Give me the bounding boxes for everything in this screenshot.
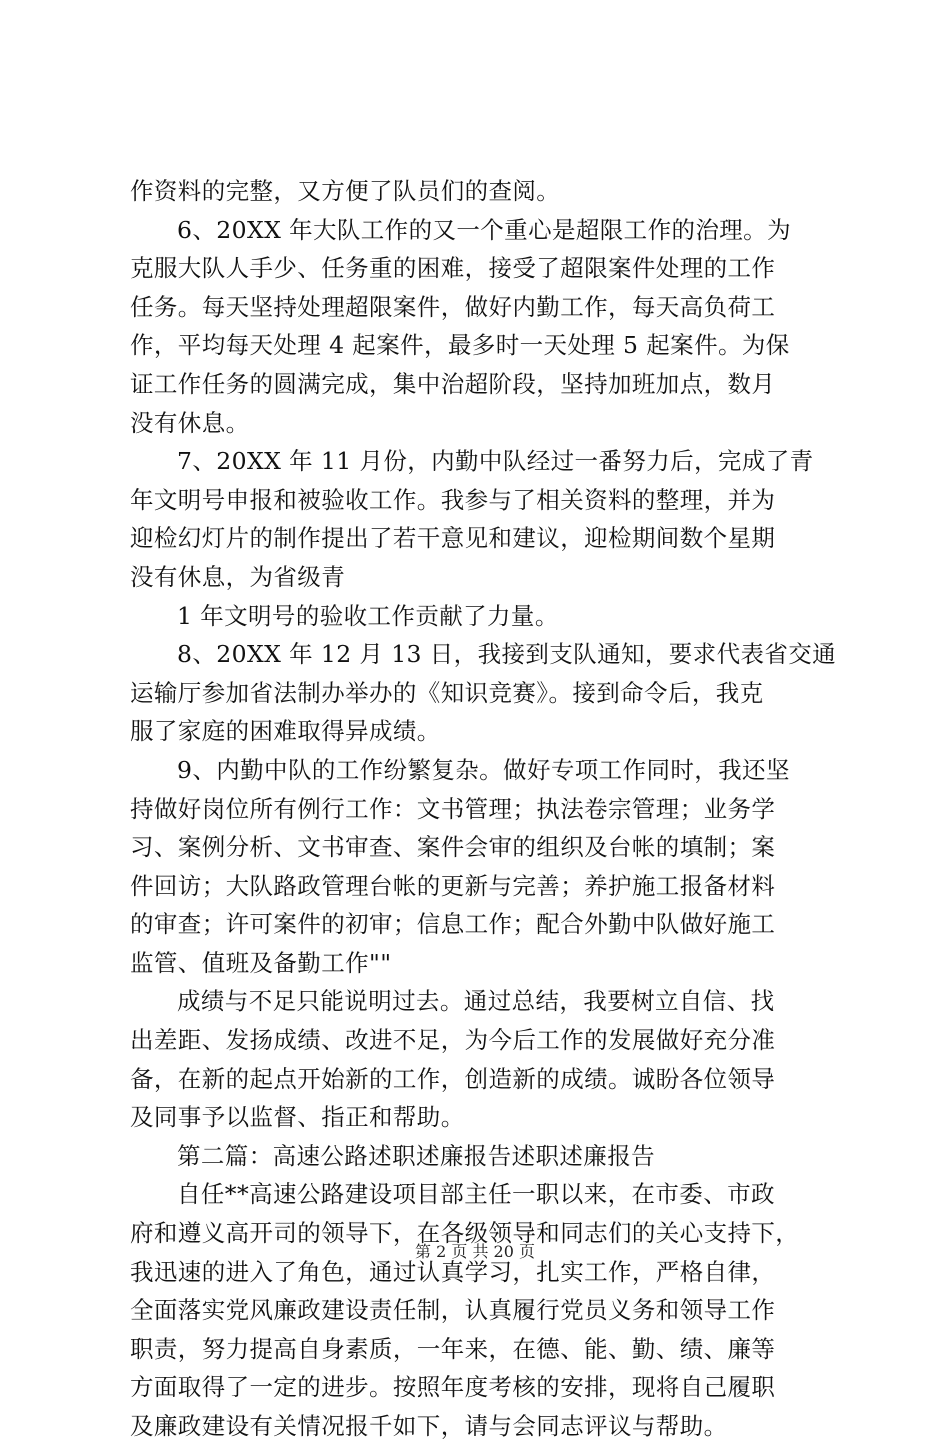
- text-line: 1 年文明号的验收工作贡献了力量。: [177, 601, 559, 630]
- text-line: 的审查；许可案件的初审；信息工作；配合外勤中队做好施工: [130, 910, 776, 939]
- text-line: 年文明号申报和被验收工作。我参与了相关资料的整理，并为: [130, 485, 776, 514]
- text-line: 自任**高速公路建设项目部主任一职以来，在市委、市政: [177, 1180, 775, 1209]
- text-line: 服了家庭的困难取得异成绩。: [130, 717, 441, 746]
- text-line: 没有休息。: [130, 408, 250, 437]
- text-line: 及廉政建设有关情况报千如下，请与会同志评议与帮助。: [130, 1412, 728, 1440]
- text-line: 及同事予以监督、指正和帮助。: [130, 1103, 465, 1132]
- text-line: 成绩与不足只能说明过去。通过总结，我要树立自信、找: [177, 987, 775, 1016]
- text-line: 9、内勤中队的工作纷繁复杂。做好专项工作同时，我还坚: [177, 755, 790, 784]
- text-line: 克服大队人手少、任务重的困难，接受了超限案件处理的工作: [130, 254, 776, 283]
- text-line: 府和遵义高开司的领导下，在各级领导和同志们的关心支持下，: [130, 1219, 800, 1248]
- text-line: 持做好岗位所有例行工作：文书管理；执法卷宗管理；业务学: [130, 794, 776, 823]
- text-line: 职责，努力提高自身素质，一年来，在德、能、勤、绩、廉等: [130, 1334, 776, 1363]
- text-line: 证工作任务的圆满完成，集中治超阶段，坚持加班加点，数月: [130, 369, 776, 398]
- text-line: 备，在新的起点开始新的工作，创造新的成绩。诚盼各位领导: [130, 1064, 776, 1093]
- text-line: 作资料的完整，又方便了队员们的查阅。: [130, 177, 561, 205]
- text-line: 任务。每天坚持处理超限案件，做好内勤工作，每天高负荷工: [130, 292, 776, 321]
- text-line: 我迅速的进入了角色，通过认真学习，扎实工作，严格自律，: [130, 1257, 776, 1286]
- text-line: 迎检幻灯片的制作提出了若干意见和建议，迎检期间数个星期: [130, 524, 776, 553]
- text-line: 方面取得了一定的进步。按照年度考核的安排，现将自己履职: [130, 1373, 776, 1402]
- page-footer: 第 2 页 共 20 页: [415, 1242, 535, 1261]
- text-line: 8、20XX 年 12 月 13 日，我接到支队通知，要求代表省交通: [177, 640, 837, 669]
- text-line: 运输厅参加省法制办举办的《知识竞赛》。接到命令后，我克: [130, 678, 764, 707]
- text-line: 出差距、发扬成绩、改进不足，为今后工作的发展做好充分准: [130, 1026, 776, 1055]
- text-line: 第二篇：高速公路述职述廉报告述职述廉报告: [177, 1141, 655, 1170]
- text-line: 6、20XX 年大队工作的又一个重心是超限工作的治理。为: [177, 215, 791, 244]
- text-line: 没有休息，为省级青: [130, 562, 346, 591]
- text-line: 作，平均每天处理 4 起案件，最多时一天处理 5 起案件。为保: [130, 331, 790, 360]
- text-line: 7、20XX 年 11 月份，内勤中队经过一番努力后，完成了青: [177, 447, 814, 476]
- text-line: 监管、值班及备勤工作"": [130, 948, 392, 977]
- text-line: 全面落实党风廉政建设责任制，认真履行党员义务和领导工作: [130, 1296, 776, 1325]
- text-line: 习、案例分析、文书审查、案件会审的组织及台帐的填制；案: [130, 833, 776, 862]
- text-line: 件回访；大队路政管理台帐的更新与完善；养护施工报备材料: [130, 871, 776, 900]
